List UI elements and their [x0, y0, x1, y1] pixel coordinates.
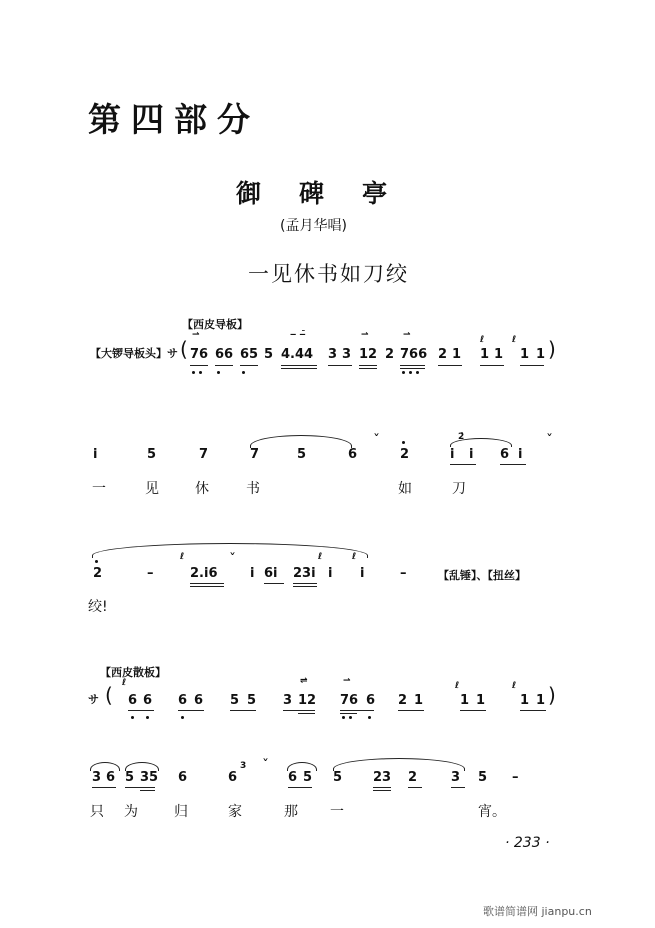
breath-mark: ˇ: [373, 433, 380, 449]
note: i: [93, 447, 98, 462]
note: i: [450, 447, 455, 462]
note: 6: [288, 770, 298, 785]
note: 1: [480, 347, 490, 362]
lyric: 绞!: [88, 599, 108, 615]
slur: [333, 758, 465, 771]
lyric: 家: [228, 804, 242, 820]
note: 1: [520, 347, 530, 362]
note: 3: [342, 347, 352, 362]
note: 5: [264, 347, 274, 362]
lyric: 书: [246, 481, 260, 497]
lyric: 为: [124, 804, 138, 820]
note: 6: [500, 447, 510, 462]
mode-label: 【西皮导板】: [182, 318, 248, 331]
note: 766: [400, 347, 428, 362]
note: 7: [250, 447, 260, 462]
note: 6: [178, 693, 188, 708]
turn-icon: ⇀: [361, 330, 369, 340]
grace-note-icon: ℓ: [455, 681, 460, 691]
note: 1: [494, 347, 504, 362]
note: 5: [333, 770, 343, 785]
note: 4.44: [281, 347, 314, 362]
lyric: 一: [330, 804, 344, 820]
note: 23: [373, 770, 392, 785]
grace-note-icon: ℓ: [512, 681, 517, 691]
grace-note-icon: 3: [240, 761, 247, 771]
note: 6: [178, 770, 188, 785]
open-paren: (: [105, 683, 113, 707]
note: 3: [451, 770, 461, 785]
note: –: [400, 566, 407, 581]
note: 12: [298, 693, 317, 708]
note: 76: [340, 693, 359, 708]
note: 3: [328, 347, 338, 362]
note: 2: [400, 447, 410, 462]
lyric: 那: [284, 804, 298, 820]
note: i: [328, 566, 333, 581]
song-title: 御碑亭: [236, 179, 426, 208]
lyric: 只: [90, 804, 104, 820]
breath-mark: ˇ: [262, 758, 269, 774]
note: 1: [476, 693, 486, 708]
note: –: [512, 770, 519, 785]
note: 12: [359, 347, 378, 362]
close-paren: ): [548, 337, 556, 361]
note: 2: [398, 693, 408, 708]
page-number: · 233 ·: [505, 835, 550, 851]
note: 6: [366, 693, 376, 708]
note: i: [518, 447, 523, 462]
grace-note-icon: ℓ: [480, 335, 485, 345]
lyric: 见: [145, 481, 159, 497]
breath-mark: ˇ: [229, 552, 236, 568]
percussion-prefix: 【大锣导板头】サ: [90, 347, 178, 360]
note: 7: [199, 447, 209, 462]
percussion-annotation: 【乱锤】、【扭丝】: [438, 569, 526, 582]
note: 3: [283, 693, 293, 708]
turn-icon: ⇀: [192, 330, 200, 340]
note: 5: [297, 447, 307, 462]
site-watermark: 歌谱简谱网 jianpu.cn: [483, 905, 592, 918]
mode-label: 【西皮散板】: [100, 666, 166, 679]
note: 5: [303, 770, 313, 785]
note: 23i: [293, 566, 316, 581]
grace-note-icon: ℓ: [352, 552, 357, 562]
lyric: 刀: [452, 481, 466, 497]
grace-note-icon: ℓ: [512, 335, 517, 345]
note: 1: [460, 693, 470, 708]
note: 2: [385, 347, 395, 362]
note: 1: [452, 347, 462, 362]
note: 66: [215, 347, 234, 362]
aria-title: 一见休书如刀绞: [248, 262, 409, 286]
note: 6i: [264, 566, 278, 581]
note: 35: [140, 770, 159, 785]
note: 6: [194, 693, 204, 708]
note: 2.i6: [190, 566, 218, 581]
note: 6: [228, 770, 238, 785]
note: 5: [478, 770, 488, 785]
turn-icon: ⇀: [403, 330, 411, 340]
note: 2: [408, 770, 418, 785]
lyric: 宵。: [478, 804, 506, 820]
lyric: 一: [92, 481, 106, 497]
note: 1: [536, 693, 546, 708]
note: 2: [93, 566, 103, 581]
breath-mark: ˇ: [546, 433, 553, 449]
note: 6: [143, 693, 153, 708]
note: 1: [536, 347, 546, 362]
note: 5: [247, 693, 257, 708]
note: 6: [106, 770, 116, 785]
note: i: [360, 566, 365, 581]
note: 6: [128, 693, 138, 708]
note: 5: [125, 770, 135, 785]
note: 5: [230, 693, 240, 708]
turn-icon: ⇌: [300, 676, 308, 686]
lyric: 如: [398, 481, 412, 497]
note: –: [147, 566, 154, 581]
turn-icon: ⇀: [343, 676, 351, 686]
grace-note-icon: 2̇: [458, 432, 465, 442]
grace-note-icon: ℓ: [180, 552, 185, 562]
part-title: 第四部分: [88, 100, 260, 139]
note: 2: [438, 347, 448, 362]
note: i: [469, 447, 474, 462]
note: 3: [92, 770, 102, 785]
note: 76: [190, 347, 209, 362]
open-paren: (: [180, 337, 188, 361]
grace-note-icon: ℓ: [122, 678, 127, 688]
lyric: 休: [195, 481, 209, 497]
prefix: サ: [88, 693, 99, 706]
note: i: [250, 566, 255, 581]
note: 6: [348, 447, 358, 462]
note: 5: [147, 447, 157, 462]
singer-credit: (孟月华唱): [280, 218, 347, 234]
note: 1: [414, 693, 424, 708]
note: 1: [520, 693, 530, 708]
note: 65: [240, 347, 259, 362]
close-paren: ): [548, 683, 556, 707]
tenuto-icon: ‒ ‒̄: [290, 330, 306, 340]
lyric: 归: [174, 804, 188, 820]
grace-note-icon: ℓ: [318, 552, 323, 562]
